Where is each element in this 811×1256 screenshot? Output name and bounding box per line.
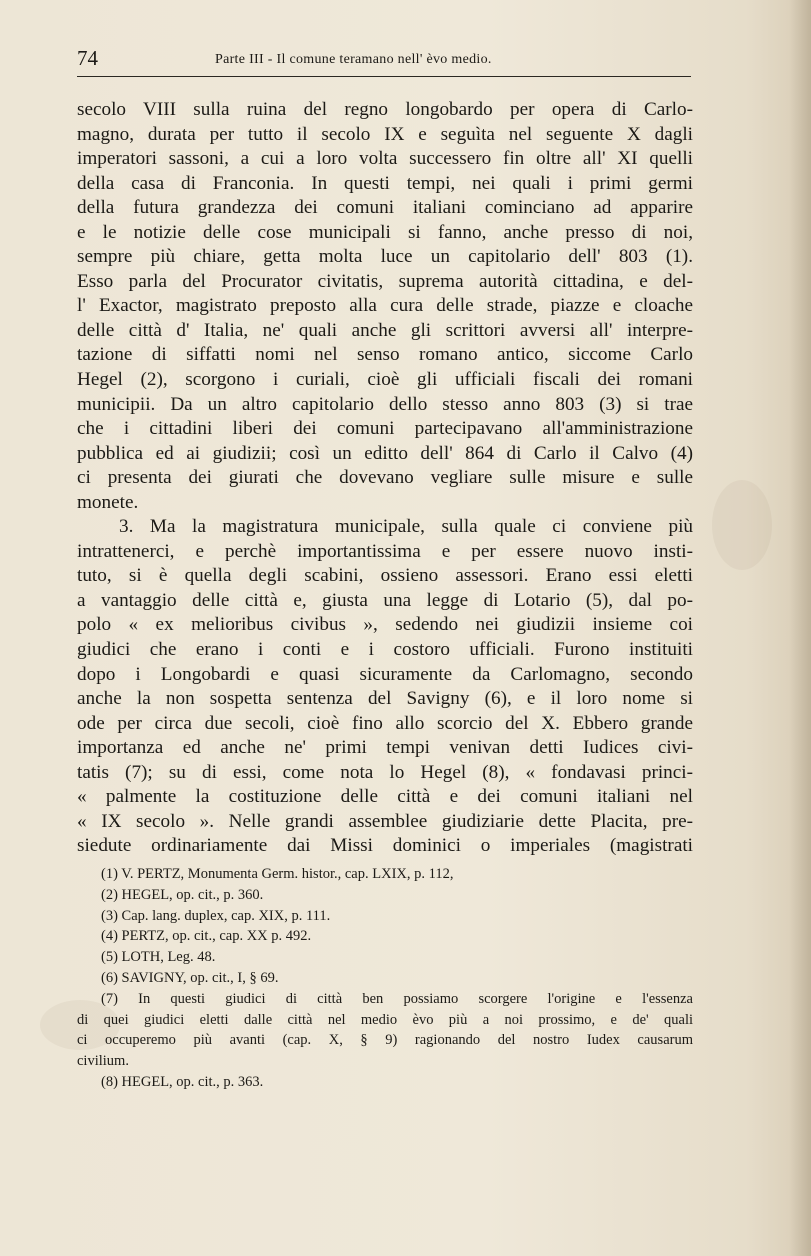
text-line: magno, durata per tutto il secolo IX e seguìta nel seguente X dagli — [77, 123, 693, 145]
footnote: (2) HEGEL, op. cit., p. 360. — [101, 886, 264, 903]
text-line: intrattenerci, e perchè importantissima e per essere nuovo insti- — [77, 540, 693, 562]
footnotes — [77, 864, 693, 1093]
text-line: importanza ed anche ne' primi tempi venivan detti Iudices civi- — [77, 737, 693, 759]
text-line: della futura grandezza dei comuni italiani cominciano ad apparire — [77, 197, 693, 219]
header-rule — [77, 76, 691, 77]
text-line: secolo VIII sulla ruina del regno longobardo per opera di Carlo- — [77, 99, 693, 120]
footnote: (7) In questi giudici di città ben possiamo scorgere l'origine e l'essenza — [101, 990, 693, 1007]
text-line: Esso parla del Procurator civitatis, suprema autorità cittadina, e del- — [77, 270, 693, 292]
footnote: (6) SAVIGNY, op. cit., I, § 69. — [101, 969, 279, 986]
text-line: l' Exactor, magistrato preposto alla cura delle strade, piazze e cloache — [77, 295, 693, 317]
text-line: imperatori sassoni, a cui a loro volta successero fin oltre all' XI quelli — [77, 148, 693, 170]
text-line: sempre più chiare, getta molta luce un capitolario dell' 803 (1). — [77, 246, 693, 268]
footnote: (1) V. PERTZ, Monumenta Germ. histor., cap. LXIX, p. 112, — [101, 866, 454, 882]
page-header — [77, 46, 693, 74]
body-text — [77, 98, 693, 859]
text-line: delle città d' Italia, ne' quali anche gli scrittori avversi all' interpre- — [77, 319, 693, 341]
text-line: ode per circa due secoli, cioè fino allo scorcio del X. Ebbero grande — [77, 712, 693, 734]
text-line: tazione di siffatti nomi nel senso romano antico, siccome Carlo — [77, 344, 693, 366]
text-line: ci presenta dei giurati che dovevano vegliare sulle misure e sulle — [77, 467, 693, 489]
text-line: tuto, si è quella degli scabini, ossieno assessori. Erano essi eletti — [77, 565, 693, 587]
footnote-continuation: di quei giudici eletti dalle città nel medio èvo più a noi prossimo, e de' quali — [77, 1011, 693, 1028]
text-line: e le notizie delle cose municipali si fanno, anche presso di noi, — [77, 221, 693, 243]
footnote: (5) LOTH, Leg. 48. — [101, 949, 216, 966]
text-line: Hegel (2), scorgono i curiali, cioè gli ufficiali fiscali dei romani — [77, 369, 693, 391]
text-line: « palmente la costituzione delle città e dei comuni italiani nel — [77, 786, 693, 808]
paper-stain — [712, 480, 772, 570]
footnote-continuation: civilium. — [77, 1053, 129, 1070]
running-title: Parte III - Il comune teramano nell' èvo medio. — [215, 52, 492, 67]
text-line: monete. — [77, 491, 139, 513]
text-line: anche la non sospetta sentenza del Savigny (6), e il loro nome si — [77, 688, 693, 710]
footnote: (3) Cap. lang. duplex, cap. XIX, p. 111. — [101, 907, 331, 924]
text-line: siedute ordinariamente dai Missi dominici o imperiales (magistrati — [77, 835, 693, 857]
text-line: municipii. Da un altro capitolario dello stesso anno 803 (3) si trae — [77, 393, 693, 415]
footnote: (4) PERTZ, op. cit., cap. XX p. 492. — [101, 928, 312, 945]
text-line: della casa di Franconia. In questi tempi, nei quali i primi germi — [77, 172, 693, 194]
footnote-continuation: ci occuperemo più avanti (cap. X, § 9) ragionando del nostro Iudex causarum — [77, 1032, 693, 1049]
text-line: che i cittadini liberi dei comuni partecipavano all'amministrazione — [77, 418, 693, 440]
page-number: 74 — [77, 46, 98, 70]
footnote: (8) HEGEL, op. cit., p. 363. — [101, 1073, 264, 1090]
text-line: polo « ex melioribus civibus », sedendo nei giudizii insieme coi — [77, 614, 693, 636]
text-line: « IX secolo ». Nelle grandi assemblee giudiziarie dette Placita, pre- — [77, 810, 693, 832]
text-line: tatis (7); su di essi, come nota lo Hegel (8), « fondavasi princi- — [77, 761, 693, 783]
text-line: a vantaggio delle città e, giusta una legge di Lotario (5), dal po- — [77, 589, 693, 611]
page-edge-shadow — [789, 0, 811, 1256]
text-line: pubblica ed ai giudizii; così un editto dell' 864 di Carlo il Calvo (4) — [77, 442, 693, 464]
text-line: giudici che erano i conti e i costoro ufficiali. Furono instituiti — [77, 639, 693, 661]
text-line: 3. Ma la magistratura municipale, sulla quale ci conviene più — [119, 516, 693, 538]
text-line: dopo i Longobardi e quasi sicuramente da Carlomagno, secondo — [77, 663, 693, 685]
